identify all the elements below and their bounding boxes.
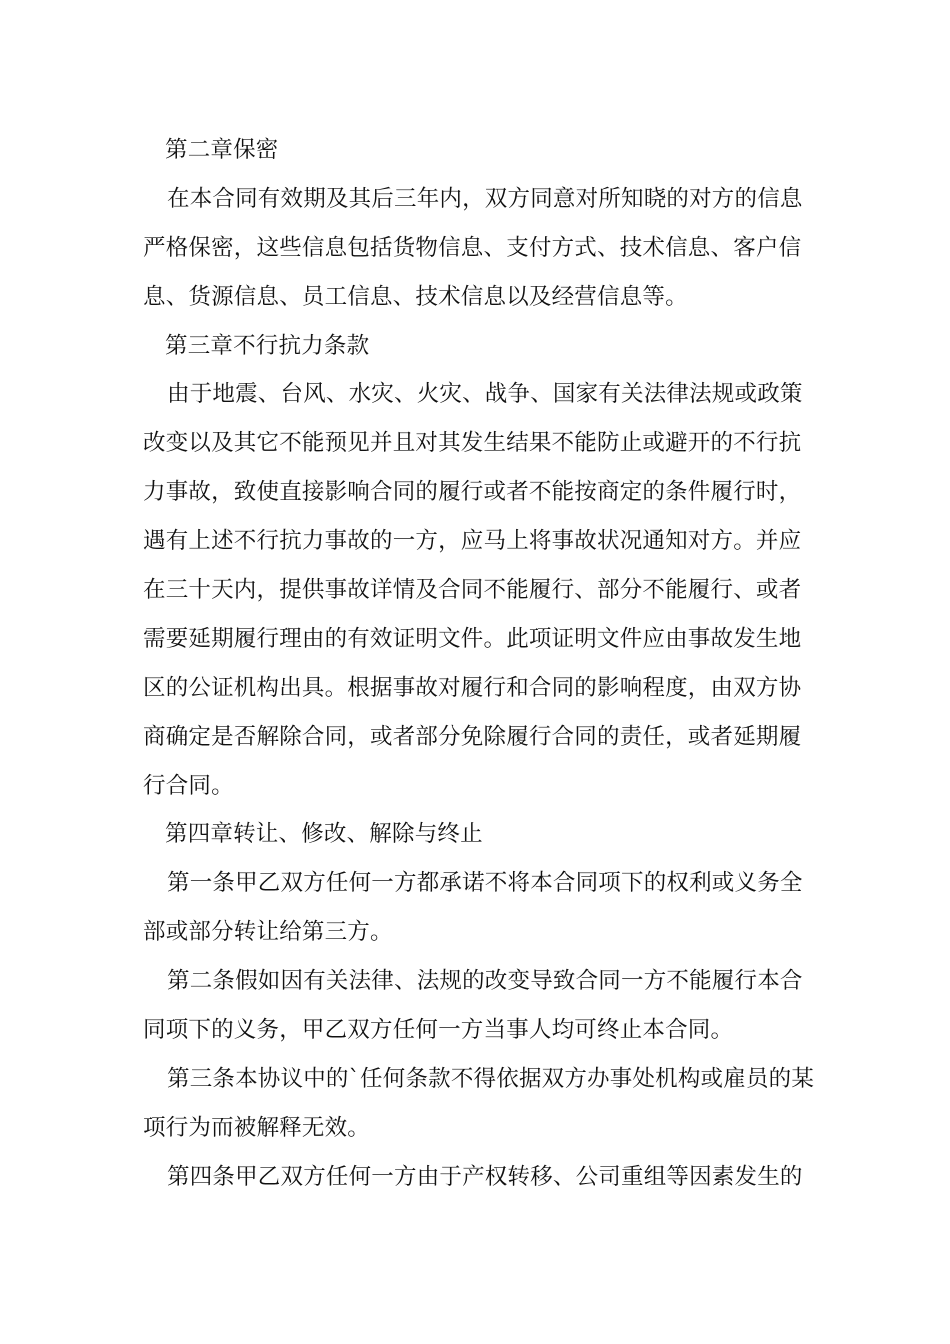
paragraph-line: 在三十天内，提供事故详情及合同不能履行、部分不能履行、或者 <box>143 577 802 604</box>
paragraph-first-line: 第一条甲乙双方任何一方都承诺不将本合同项下的权利或义务全 <box>167 870 803 897</box>
paragraph-line: 部或部分转让给第三方。 <box>143 919 393 946</box>
paragraph-first-line: 由于地震、台风、水灾、火灾、战争、国家有关法律法规或政策 <box>167 381 803 408</box>
paragraph-line: 项行为而被解释无效。 <box>143 1114 371 1141</box>
paragraph-line: 息、货源信息、员工信息、技术信息以及经营信息等。 <box>143 283 688 310</box>
paragraph-line: 同项下的义务，甲乙双方任何一方当事人均可终止本合同。 <box>143 1017 734 1044</box>
paragraph-line: 严格保密，这些信息包括货物信息、支付方式、技术信息、客户信 <box>143 234 802 261</box>
section-heading: 第四章转让、修改、解除与终止 <box>165 821 483 848</box>
paragraph-line: 需要延期履行理由的有效证明文件。此项证明文件应由事故发生地 <box>143 625 802 652</box>
paragraph-first-line: 第四条甲乙双方任何一方由于产权转移、公司重组等因素发生的 <box>167 1163 803 1190</box>
paragraph-line: 行合同。 <box>143 772 234 799</box>
paragraph-line: 区的公证机构出具。根据事故对履行和合同的影响程度，由双方协 <box>143 674 802 701</box>
paragraph-first-line: 在本合同有效期及其后三年内，双方同意对所知晓的对方的信息 <box>167 185 803 212</box>
paragraph-line: 力事故，致使直接影响合同的履行或者不能按商定的条件履行时， <box>143 479 802 506</box>
section-heading: 第三章不行抗力条款 <box>165 332 370 359</box>
paragraph-first-line: 第二条假如因有关法律、法规的改变导致合同一方不能履行本合 <box>167 968 803 995</box>
section-heading: 第二章保密 <box>165 137 279 163</box>
paragraph-line: 改变以及其它不能预见并且对其发生结果不能防止或避开的不行抗 <box>143 430 802 457</box>
paragraph-line: 遇有上述不行抗力事故的一方，应马上将事故状况通知对方。并应 <box>143 528 802 555</box>
paragraph-line: 商确定是否解除合同，或者部分免除履行合同的责任，或者延期履 <box>143 723 802 750</box>
document-page <box>143 126 815 1202</box>
paragraph-first-line: 第三条本协议中的`任何条款不得依据双方办事处机构或雇员的某 <box>167 1065 815 1092</box>
